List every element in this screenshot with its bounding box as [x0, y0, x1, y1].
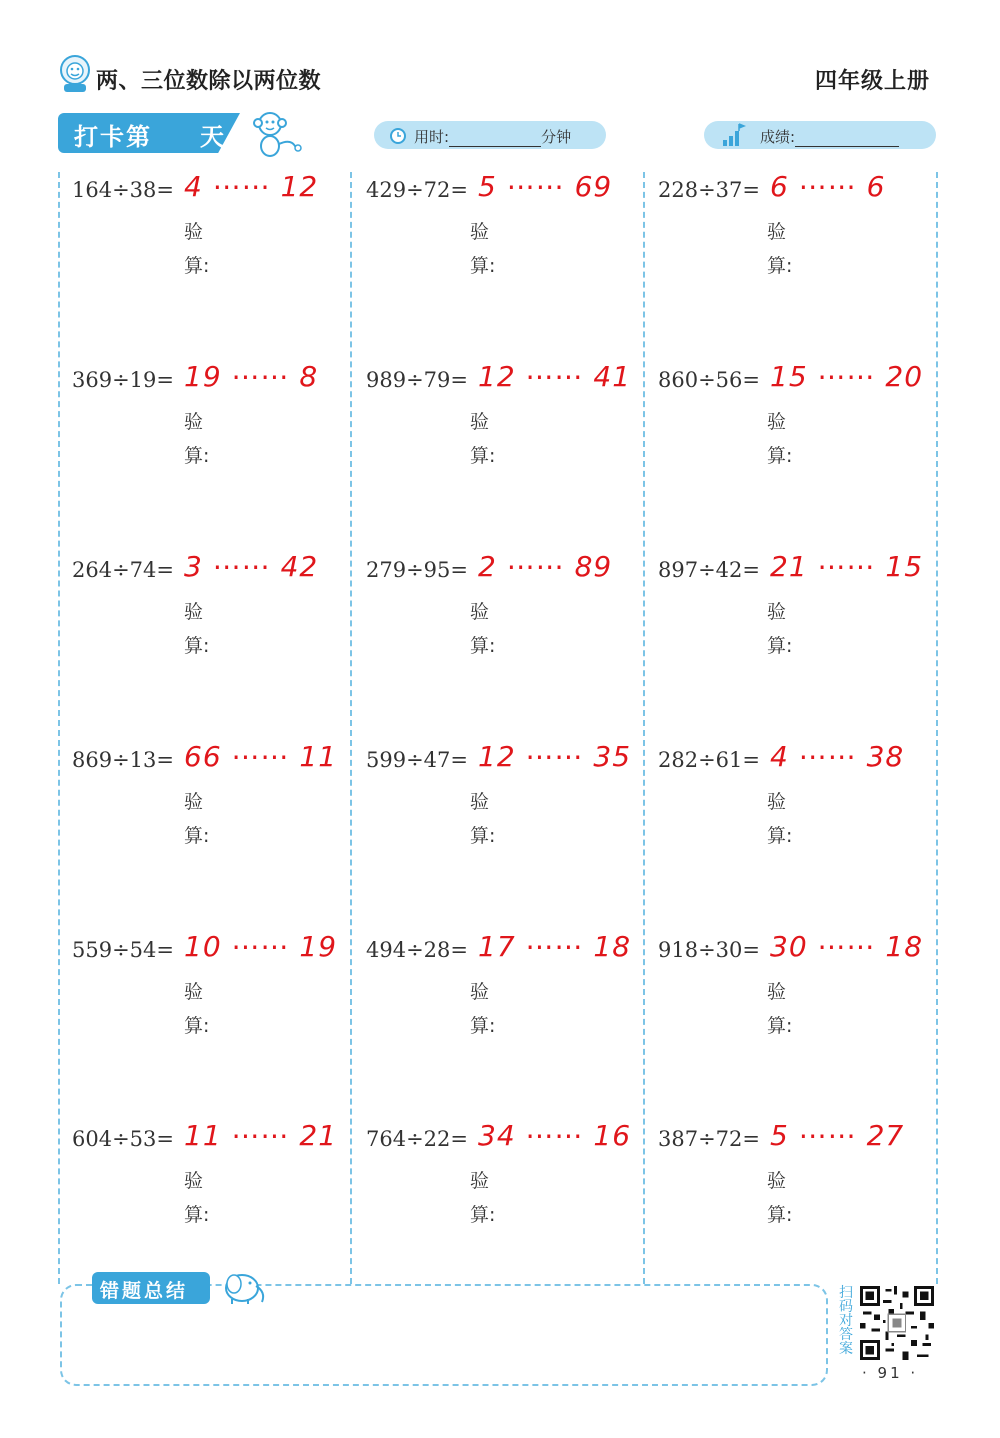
- check-work-area[interactable]: [658, 1043, 918, 1113]
- check-label-suan: 算:: [470, 445, 496, 467]
- check-label-yan: 验: [470, 1170, 490, 1192]
- handwritten-answer: 4 ⋯⋯ 12: [184, 170, 319, 203]
- check-label-suan: 算:: [470, 635, 496, 657]
- handwritten-answer: 4 ⋯⋯ 38: [770, 740, 905, 773]
- check-work-area[interactable]: [366, 1043, 626, 1113]
- scan-for-answers-label: 扫码对答案: [839, 1285, 853, 1357]
- handwritten-answer: 5 ⋯⋯ 69: [478, 170, 613, 203]
- check-label-suan: 算:: [184, 445, 210, 467]
- handwritten-answer: 21 ⋯⋯ 15: [770, 550, 924, 583]
- check-label-suan: 算:: [767, 825, 793, 847]
- check-label-suan: 算:: [767, 635, 793, 657]
- checkin-suffix: 天: [200, 123, 224, 151]
- check-work-area[interactable]: [72, 473, 332, 543]
- check-label-suan: 算:: [767, 255, 793, 277]
- check-label-yan: 验: [184, 411, 204, 433]
- check-label-yan: 验: [767, 601, 787, 623]
- handwritten-answer: 19 ⋯⋯ 8: [184, 360, 319, 393]
- check-work-area[interactable]: [658, 663, 918, 733]
- check-label-yan: 验: [767, 791, 787, 813]
- division-problem: 860÷56=: [658, 368, 760, 392]
- check-label-yan: 验: [470, 221, 490, 243]
- score-label: 成绩:: [760, 128, 796, 146]
- check-label-yan: 验: [184, 1170, 204, 1192]
- check-work-area[interactable]: [72, 663, 332, 733]
- time-blank[interactable]: [449, 132, 541, 147]
- check-label-yan: 验: [767, 411, 787, 433]
- check-label-yan: 验: [184, 221, 204, 243]
- division-problem: 989÷79=: [366, 368, 468, 392]
- check-label-suan: 算:: [470, 255, 496, 277]
- check-label-yan: 验: [184, 981, 204, 1003]
- check-label-suan: 算:: [470, 1204, 496, 1226]
- division-problem: 387÷72=: [658, 1127, 760, 1151]
- handwritten-answer: 6 ⋯⋯ 6: [770, 170, 886, 203]
- left-border: [58, 172, 60, 1284]
- check-label-suan: 算:: [184, 635, 210, 657]
- check-label-suan: 算:: [470, 825, 496, 847]
- score-blank[interactable]: [795, 132, 899, 147]
- check-work-area[interactable]: [658, 473, 918, 543]
- check-work-area[interactable]: [72, 283, 332, 353]
- time-unit: 分钟: [541, 128, 572, 146]
- column-divider: [643, 172, 645, 1284]
- check-label-suan: 算:: [767, 1015, 793, 1037]
- check-label-yan: 验: [767, 981, 787, 1003]
- check-work-area[interactable]: [72, 1043, 332, 1113]
- check-work-area[interactable]: [72, 853, 332, 923]
- handwritten-answer: 15 ⋯⋯ 20: [770, 360, 924, 393]
- division-problem: 164÷38=: [72, 178, 174, 202]
- handwritten-answer: 12 ⋯⋯ 35: [478, 740, 632, 773]
- elephant-icon: [216, 1266, 270, 1306]
- division-problem: 494÷28=: [366, 938, 468, 962]
- lion-logo-icon: [58, 54, 92, 94]
- score-chart-icon: [720, 122, 746, 148]
- check-label-yan: 验: [767, 221, 787, 243]
- handwritten-answer: 12 ⋯⋯ 41: [478, 360, 632, 393]
- check-label-yan: 验: [470, 791, 490, 813]
- division-problem: 282÷61=: [658, 748, 760, 772]
- time-label: 用时:: [414, 128, 450, 146]
- checkin-label: 打卡第: [74, 123, 152, 151]
- right-border: [936, 172, 938, 1284]
- handwritten-answer: 17 ⋯⋯ 18: [478, 930, 632, 963]
- chapter-title: 两、三位数除以两位数: [96, 69, 322, 94]
- handwritten-answer: 10 ⋯⋯ 19: [184, 930, 338, 963]
- check-label-suan: 算:: [470, 1015, 496, 1037]
- check-label-yan: 验: [470, 981, 490, 1003]
- check-work-area[interactable]: [366, 473, 626, 543]
- check-label-yan: 验: [470, 411, 490, 433]
- division-problem: 429÷72=: [366, 178, 468, 202]
- check-work-area[interactable]: [658, 283, 918, 353]
- division-problem: 559÷54=: [72, 938, 174, 962]
- division-problem: 264÷74=: [72, 558, 174, 582]
- division-problem: 918÷30=: [658, 938, 760, 962]
- handwritten-answer: 3 ⋯⋯ 42: [184, 550, 319, 583]
- check-work-area[interactable]: [658, 853, 918, 923]
- check-label-suan: 算:: [184, 825, 210, 847]
- clock-icon: [388, 125, 408, 145]
- check-label-suan: 算:: [184, 1015, 210, 1037]
- check-work-area[interactable]: [366, 283, 626, 353]
- check-label-yan: 验: [184, 601, 204, 623]
- handwritten-answer: 11 ⋯⋯ 21: [184, 1119, 338, 1152]
- page-number: · 91 ·: [862, 1364, 919, 1382]
- division-problem: 279÷95=: [366, 558, 468, 582]
- division-problem: 369÷19=: [72, 368, 174, 392]
- check-label-suan: 算:: [767, 445, 793, 467]
- handwritten-answer: 34 ⋯⋯ 16: [478, 1119, 632, 1152]
- division-problem: 897÷42=: [658, 558, 760, 582]
- check-label-yan: 验: [767, 1170, 787, 1192]
- check-work-area[interactable]: [366, 663, 626, 733]
- check-label-yan: 验: [184, 791, 204, 813]
- grade-label: 四年级上册: [814, 69, 930, 94]
- check-work-area[interactable]: [366, 853, 626, 923]
- qr-code-icon[interactable]: [858, 1286, 936, 1360]
- division-problem: 599÷47=: [366, 748, 468, 772]
- mistake-summary-label: 错题总结: [100, 1280, 189, 1302]
- handwritten-answer: 30 ⋯⋯ 18: [770, 930, 924, 963]
- check-label-yan: 验: [470, 601, 490, 623]
- check-label-suan: 算:: [184, 255, 210, 277]
- handwritten-answer: 66 ⋯⋯ 11: [184, 740, 338, 773]
- monkey-mascot-icon: [248, 108, 306, 158]
- division-problem: 604÷53=: [72, 1127, 174, 1151]
- check-label-suan: 算:: [184, 1204, 210, 1226]
- column-divider: [350, 172, 352, 1284]
- handwritten-answer: 5 ⋯⋯ 27: [770, 1119, 905, 1152]
- check-label-suan: 算:: [767, 1204, 793, 1226]
- division-problem: 869÷13=: [72, 748, 174, 772]
- handwritten-answer: 2 ⋯⋯ 89: [478, 550, 613, 583]
- division-problem: 764÷22=: [366, 1127, 468, 1151]
- division-problem: 228÷37=: [658, 178, 760, 202]
